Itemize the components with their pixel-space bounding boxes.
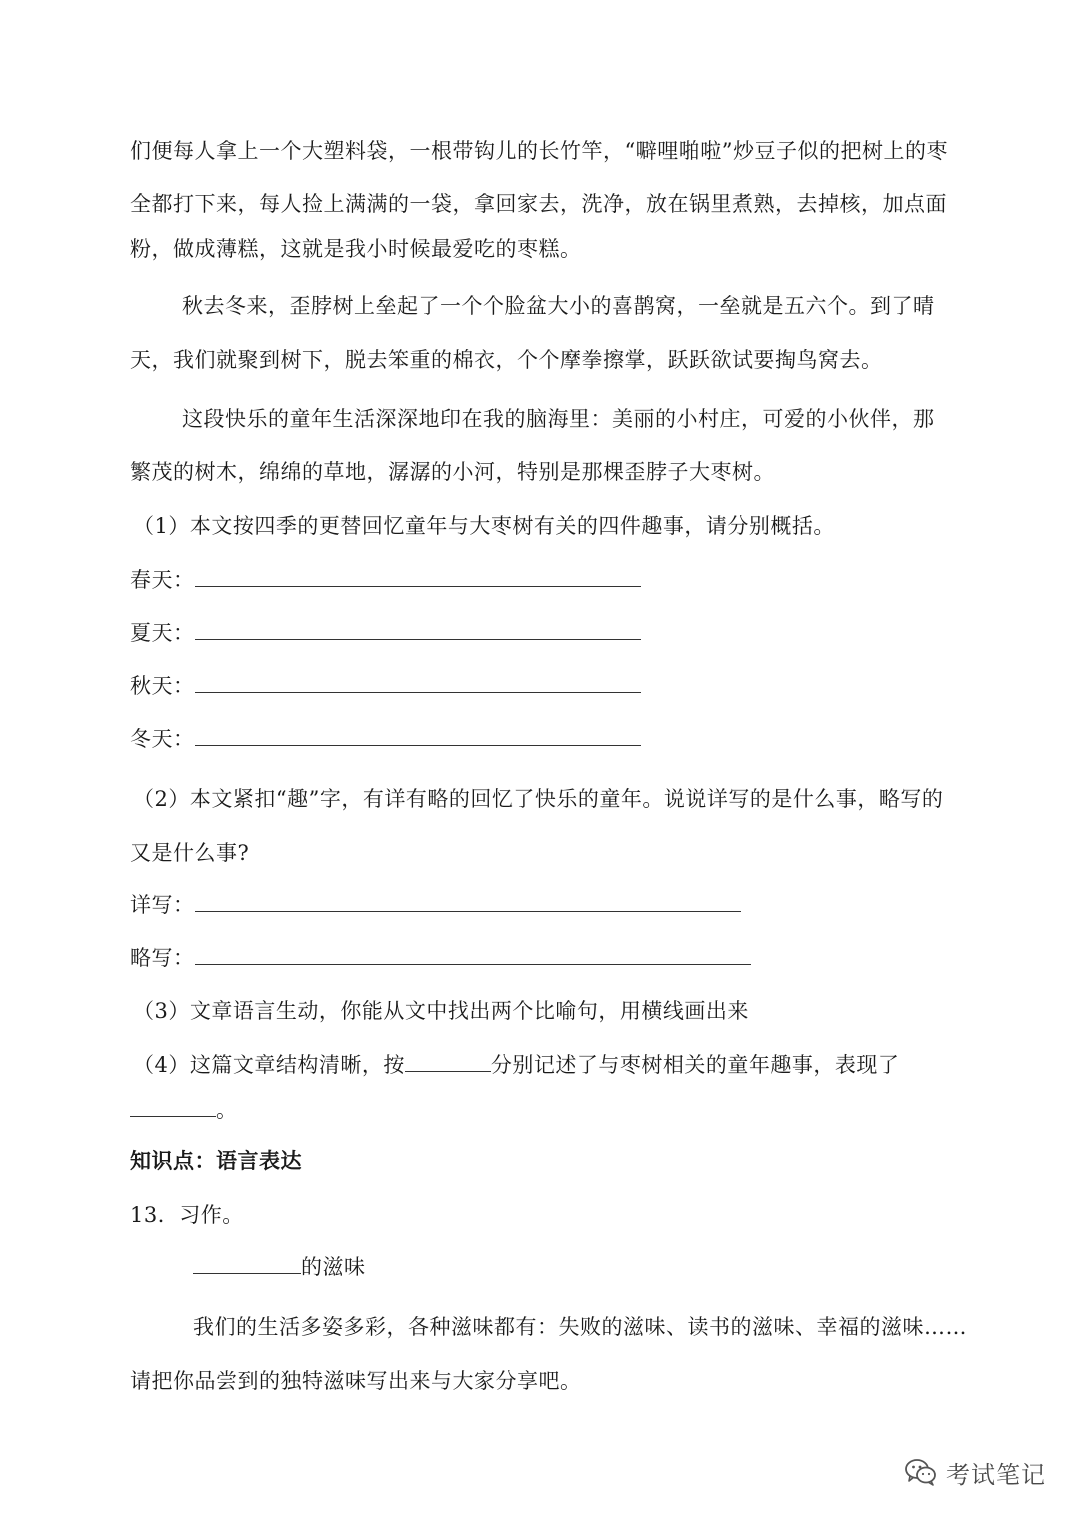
question-4-ending: 。 — [216, 1098, 238, 1122]
passage-line-1: 们便每人拿上一个大塑料袋，一根带钩儿的长竹竿，“噼哩啪啦”炒豆子似的把树上的枣 — [130, 139, 948, 163]
answer-row-summer — [130, 618, 641, 648]
answer-row-spring — [130, 565, 641, 595]
essay-title-row — [193, 1252, 366, 1282]
question-4-prompt-line-2 — [130, 1095, 238, 1125]
answer-label-summer: 夏天： — [130, 621, 195, 645]
question-4-prompt-part-1: （4）这篇文章结构清晰，按 — [133, 1053, 405, 1077]
passage-line-3: 粉，做成薄糕，这就是我小时候最爱吃的枣糕。 — [130, 237, 582, 261]
answer-row-brief — [130, 943, 751, 973]
passage-line-5: 天，我们就聚到树下，脱去笨重的棉衣，个个摩拳擦掌，跃跃欲试要掏鸟窝去。 — [130, 348, 883, 372]
question-2-prompt-line-2: 又是什么事? — [130, 841, 250, 865]
question-3-prompt: （3）文章语言生动，你能从文中找出两个比喻句，用横线画出来 — [133, 999, 749, 1023]
passage-line-6: 这段快乐的童年生活深深地印在我的脑海里：美丽的小村庄，可爱的小伙伴，那 — [182, 407, 935, 431]
question-2-prompt-line-1: （2）本文紧扣“趣”字，有详有略的回忆了快乐的童年。说说详写的是什么事，略写的 — [133, 787, 944, 811]
answer-label-brief: 略写： — [130, 946, 195, 970]
answer-label-winter: 冬天： — [130, 727, 195, 751]
passage-line-2: 全都打下来，每人捡上满满的一袋，拿回家去，洗净，放在锅里煮熟，去掉核，加点面 — [130, 192, 947, 216]
essay-title-blank[interactable] — [193, 1255, 301, 1274]
question-4-blank-theme[interactable] — [130, 1098, 216, 1117]
question-4-blank-structure[interactable] — [405, 1053, 491, 1072]
answer-blank-autumn[interactable] — [195, 674, 641, 693]
essay-title-suffix: 的滋味 — [301, 1255, 366, 1279]
question-1-prompt: （1）本文按四季的更替回忆童年与大枣树有关的四件趣事，请分别概括。 — [133, 514, 835, 538]
question-4-prompt-part-2: 分别记述了与枣树相关的童年趣事，表现了 — [490, 1053, 900, 1077]
answer-row-winter — [130, 724, 641, 754]
wechat-icon — [904, 1457, 938, 1487]
question-13-title: 13．习作。 — [130, 1203, 244, 1227]
question-4-prompt-line-1 — [133, 1050, 899, 1080]
answer-blank-winter[interactable] — [195, 727, 641, 746]
answer-blank-brief[interactable] — [195, 946, 751, 965]
knowledge-point-label: 知识点：语言表达 — [130, 1148, 302, 1173]
watermark-text: 考试笔记 — [946, 1460, 1046, 1489]
answer-row-autumn — [130, 671, 641, 701]
passage-line-7: 繁茂的树木，绵绵的草地，潺潺的小河，特别是那棵歪脖子大枣树。 — [130, 460, 775, 484]
essay-prompt-line-1: 我们的生活多姿多彩，各种滋味都有：失败的滋味、读书的滋味、幸福的滋味…… — [193, 1315, 967, 1339]
answer-label-autumn: 秋天： — [130, 674, 195, 698]
answer-label-detailed: 详写： — [130, 893, 195, 917]
watermark — [904, 1452, 1046, 1492]
answer-row-detailed — [130, 890, 741, 920]
answer-blank-summer[interactable] — [195, 621, 641, 640]
answer-label-spring: 春天： — [130, 568, 195, 592]
answer-blank-detailed[interactable] — [195, 893, 741, 912]
passage-line-4: 秋去冬来，歪脖树上垒起了一个个脸盆大小的喜鹊窝，一垒就是五六个。到了晴 — [182, 294, 935, 318]
answer-blank-spring[interactable] — [195, 568, 641, 587]
essay-prompt-line-2: 请把你品尝到的独特滋味写出来与大家分享吧。 — [130, 1369, 582, 1393]
